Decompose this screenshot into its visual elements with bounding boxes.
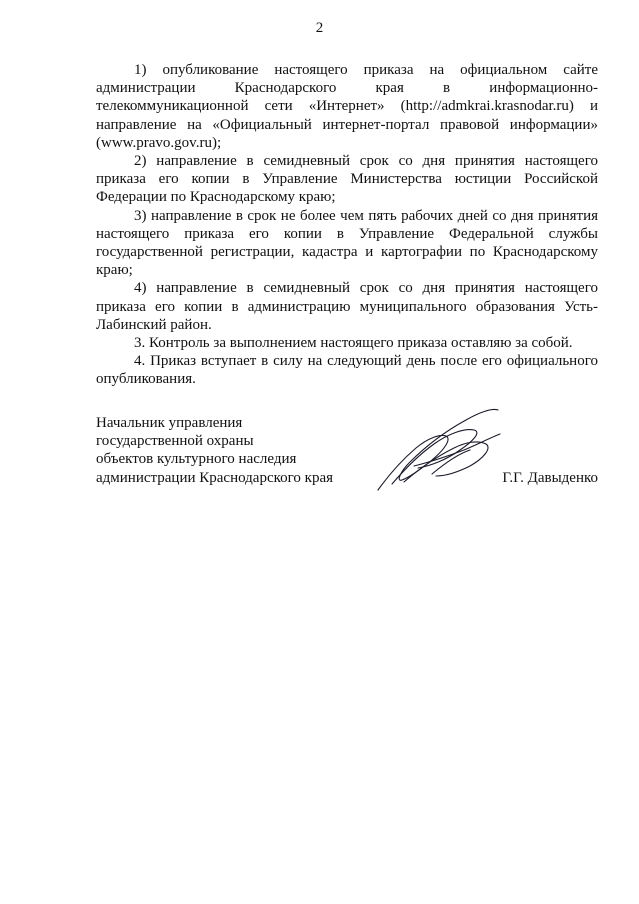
page-number: 2 <box>315 20 324 36</box>
document-body <box>96 61 598 389</box>
signer-name: Г.Г. Давыденко <box>502 470 598 486</box>
paragraph-federal-registration-service: 3) направление в срок не более чем пять рабочих дней со дня принятия настоящего приказа его копии в Управление Федеральной службы государственной регистрации, кадастра и картографии по Краснодарскому краю; <box>96 207 598 279</box>
paragraph-municipal-administration: 4) направление в семидневный срок со дня принятия настоящего приказа его копии в администрацию муниципального образования Усть-Лабинский район. <box>96 280 598 333</box>
signatory-title-line: Начальник управления <box>96 415 243 431</box>
signatory-title-line: государственной охраны <box>96 433 254 450</box>
paragraph-publication: 1) опубликование настоящего приказа на официальном сайте администрации Краснодарского края в информационно-телекоммуникационной сети «Интернет» (http://admkrai.krasnodar.ru) и направление на «Официальный интернет-портал правовой информации» (www.pravo.gov.ru); <box>96 62 598 151</box>
paragraph-ministry-of-justice: 2) направление в семидневный срок со дня принятия настоящего приказа его копии в Управление Министерства юстиции Российской Федерации по Краснодарскому краю; <box>96 153 598 206</box>
paragraph-entry-into-force: 4. Приказ вступает в силу на следующий день после его официального опубликования. <box>96 353 598 388</box>
signatory-title <box>96 414 333 487</box>
handwritten-signature <box>374 404 504 496</box>
paragraph-control: 3. Контроль за выполнением настоящего приказа оставляю за собой. <box>134 335 573 352</box>
signatory-title-line: администрации Краснодарского края <box>96 469 334 486</box>
signatory-title-line: объектов культурного наследия <box>96 451 297 468</box>
